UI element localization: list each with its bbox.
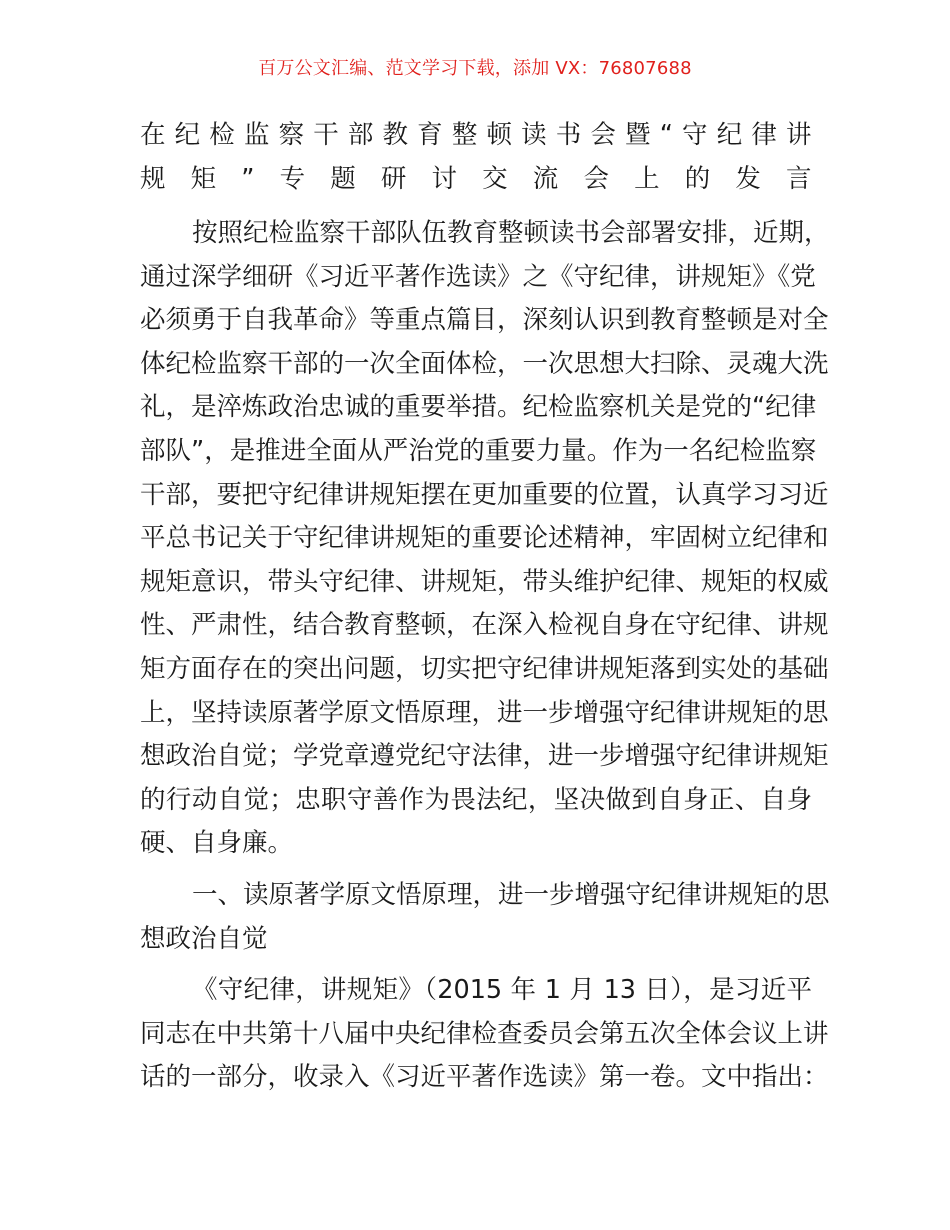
heading-line: 想政治自觉	[140, 923, 268, 954]
intro-paragraph	[140, 212, 830, 866]
paragraph-line: 矩方面存在的突出问题，切实把守纪律讲规矩落到实处的基础	[140, 653, 829, 684]
paragraph-line: 的行动自觉；忠职守善作为畏法纪，坚决做到自身正、自身	[140, 784, 812, 815]
paragraph-line: 硬、自身廉。	[140, 828, 294, 859]
title-line: 在纪检监察干部教育整顿读书会暨“守纪律讲	[140, 120, 812, 150]
paragraph-spacer	[140, 866, 812, 874]
paragraph-line: 上，坚持读原著学原文悟原理，进一步增强守纪律讲规矩的思	[140, 697, 829, 728]
paragraph-line: 礼，是淬炼政治忠诚的重要举措。纪检监察机关是党的“纪律	[140, 392, 817, 423]
paragraph-line: 想政治自觉；学党章遵党纪守法律，进一步增强守纪律讲规矩	[140, 741, 829, 772]
paragraph-line: 同志在中共第十八届中央纪律检查委员会第五次全体会议上讲	[140, 1018, 829, 1049]
paragraph-line: 话的一部分，收录入《习近平著作选读》第一卷。文中指出：	[140, 1062, 829, 1093]
section-heading	[140, 874, 830, 961]
paragraph-line: 必须勇于自我革命》等重点篇目，深刻认识到教育整顿是对全	[140, 305, 829, 336]
paragraph-line: 规矩意识，带头守纪律、讲规矩，带头维护纪律、规矩的权威	[140, 566, 829, 597]
paragraph-line: 平总书记关于守纪律讲规矩的重要论述精神，牢固树立纪律和	[140, 523, 829, 554]
paragraph-line: 干部，要把守纪律讲规矩摆在更加重要的位置，认真学习习近	[140, 479, 829, 510]
title-line: 规矩”专题研讨交流会上的发言	[140, 163, 812, 194]
paragraph-line: 通过深学细研《习近平著作选读》之《守纪律，讲规矩》《党	[140, 261, 816, 292]
document-body	[140, 212, 830, 1100]
paragraph-line: 体纪检监察干部的一次全面体检，一次思想大扫除、灵魂大洗	[140, 348, 829, 379]
heading-line: 一、读原著学原文悟原理，进一步增强守纪律讲规矩的思	[192, 879, 830, 910]
body-paragraph	[140, 969, 829, 1100]
document-title	[140, 114, 812, 201]
paragraph-spacer	[140, 961, 812, 969]
paragraph-line: 性、严肃性，结合教育整顿，在深入检视自身在守纪律、讲规	[140, 610, 829, 641]
paragraph-line: 部队”，是推进全面从严治党的重要力量。作为一名纪检监察	[140, 435, 817, 466]
paragraph-line: 按照纪检监察干部队伍教育整顿读书会部署安排，近期，	[192, 218, 830, 248]
paragraph-line: 《守纪律，讲规矩》（2015 年 1 月 13 日），是习近平	[192, 975, 812, 1006]
watermark-banner: 百万公文汇编、范文学习下载，添加 VX：76807688	[258, 58, 692, 79]
